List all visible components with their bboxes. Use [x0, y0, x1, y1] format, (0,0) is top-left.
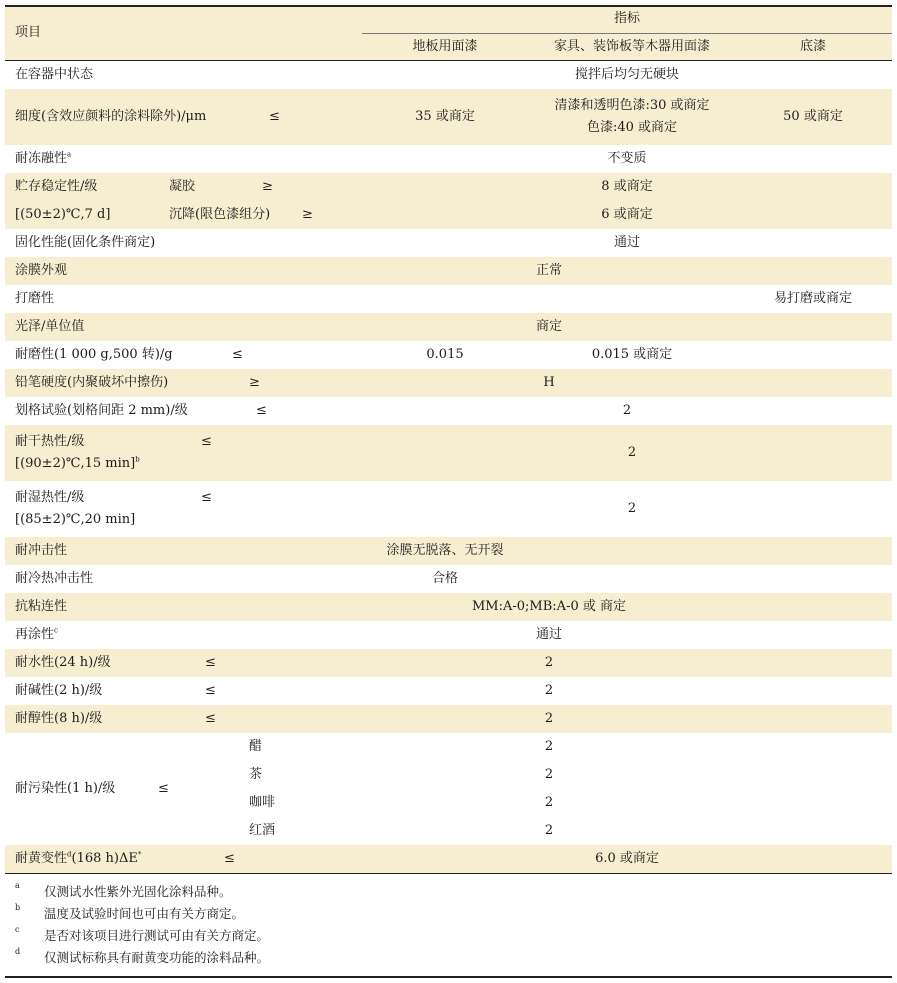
footnote-mark: a — [67, 150, 72, 159]
row-label-appearance: 涂膜外观 — [15, 263, 68, 278]
footnote-mark: d — [67, 850, 72, 859]
row-value-state: 搅拌后均匀无硬块 — [574, 67, 680, 82]
row-value-freeze: 不变质 — [607, 151, 647, 166]
row-label-storage-1: 贮存稳定性/级 — [15, 179, 98, 194]
row-op-yellowing: ≤ — [224, 851, 235, 866]
row-label-dryheat-1: 耐干热性/级 — [15, 434, 85, 449]
row-sublabel-stain-coffee: 咖啡 — [249, 795, 276, 810]
row-value-stain-tea: 2 — [544, 767, 554, 782]
row-value-dryheat: 2 — [627, 445, 637, 460]
row-value-alcohol: 2 — [544, 711, 554, 726]
row-value-settling: 6 或商定 — [601, 207, 653, 222]
row-op-pencil: ≥ — [249, 375, 260, 390]
row-label-pencil: 铅笔硬度(内聚破坏中擦伤) — [15, 375, 169, 390]
header-col-primer: 底漆 — [799, 39, 827, 54]
row-value-abrasion-furniture: 0.015 或商定 — [591, 347, 673, 362]
row-band — [5, 649, 892, 677]
row-label-wetheat-1: 耐湿热性/级 — [15, 490, 85, 505]
header-divider — [362, 33, 892, 34]
row-value-blocking: MM:A-0;MB:A-0 或 商定 — [472, 599, 626, 614]
row-label-recoat: 再涂性$^c$ — [15, 626, 58, 642]
row-band — [5, 593, 892, 621]
row-label-cure: 固化性能(固化条件商定) — [15, 235, 156, 250]
row-op-gel: ≥ — [262, 179, 273, 194]
row-label-freeze: 耐冻融性$^a$ — [15, 150, 72, 166]
row-sublabel-gel: 凝胶 — [169, 179, 196, 194]
row-value-fineness-furniture-2: 色漆:40 或商定 — [586, 120, 678, 135]
row-label-gloss: 光泽/单位值 — [15, 319, 85, 334]
footnote-text: 仅测试水性紫外光固化涂料品种。 — [44, 884, 232, 899]
top-rule — [5, 5, 892, 7]
row-value-gloss: 商定 — [535, 319, 563, 334]
row-label-alkali: 耐碱性(2 h)/级 — [15, 683, 103, 698]
row-op-stain: ≤ — [158, 781, 169, 796]
header-col-furniture: 家具、装饰板等木器用面漆 — [553, 39, 711, 54]
row-value-abrasion-floor: 0.015 — [426, 347, 464, 362]
row-value-gel: 8 或商定 — [601, 179, 653, 194]
row-value-stain-vinegar: 2 — [544, 739, 554, 754]
row-label-crosscut: 划格试验(划格间距 2 mm)/级 — [15, 403, 188, 418]
row-label-blocking: 抗粘连性 — [15, 599, 68, 614]
footnote-mark: b — [15, 903, 21, 912]
footnote-mark: a — [15, 881, 20, 890]
row-label-state: 在容器中状态 — [15, 67, 94, 82]
row-op-abrasion: ≤ — [232, 347, 243, 362]
footnote-mark: c — [15, 925, 20, 934]
footnote-mark: c — [54, 626, 58, 635]
row-op-water: ≤ — [205, 655, 216, 670]
footnote-text: 温度及试验时间也可由有关方商定。 — [44, 906, 245, 921]
row-label-thermal: 耐冷热冲击性 — [15, 571, 94, 586]
row-value-cure: 通过 — [613, 235, 641, 250]
header-bottom-rule — [5, 60, 892, 61]
row-band — [5, 705, 892, 733]
row-value-alkali: 2 — [544, 683, 554, 698]
row-op-dryheat: ≤ — [201, 434, 212, 449]
row-op-fineness: ≤ — [269, 109, 280, 124]
row-value-fineness-primer: 50 或商定 — [783, 109, 843, 124]
row-label-wetheat-2: [(85±2)℃,20 min] — [15, 512, 136, 527]
row-value-recoat: 通过 — [535, 627, 563, 642]
row-label-abrasion: 耐磨性(1 000 g,500 转)/g — [15, 347, 173, 362]
row-sublabel-settling: 沉降(限色漆组分) — [169, 207, 271, 222]
header-index: 指标 — [613, 11, 641, 26]
row-value-thermal: 合格 — [431, 571, 459, 586]
row-op-crosscut: ≤ — [256, 403, 267, 418]
row-label-impact: 耐冲击性 — [15, 543, 68, 558]
footnote-text: 仅测试标称具有耐黄变功能的涂料品种。 — [44, 950, 270, 965]
row-op-alkali: ≤ — [205, 683, 216, 698]
row-value-impact: 涂膜无脱落、无开裂 — [386, 543, 504, 558]
row-sublabel-stain-wine: 红酒 — [249, 823, 276, 838]
footnote-mark: d — [15, 947, 21, 956]
table-bottom-rule — [5, 873, 892, 874]
footnote-text: 是否对该项目进行测试可由有关方商定。 — [44, 928, 270, 943]
row-sublabel-stain-tea: 茶 — [249, 767, 263, 782]
row-op-alcohol: ≤ — [205, 711, 216, 726]
footnote-mark: b — [135, 455, 140, 464]
row-value-yellowing: 6.0 或商定 — [595, 851, 659, 866]
row-value-fineness-floor: 35 或商定 — [415, 109, 475, 124]
row-label-stain: 耐污染性(1 h)/级 — [15, 781, 116, 796]
footnote-mark: * — [137, 850, 142, 859]
header-col-floor: 地板用面漆 — [412, 39, 478, 54]
bottom-rule — [5, 976, 892, 978]
row-value-sanding: 易打磨或商定 — [773, 291, 853, 306]
row-value-pencil: H — [543, 375, 555, 390]
row-label-storage-2: [(50±2)℃,7 d] — [15, 207, 111, 222]
row-op-settling: ≥ — [302, 207, 313, 222]
row-label-sanding: 打磨性 — [15, 291, 55, 306]
row-op-wetheat: ≤ — [201, 490, 212, 505]
row-band — [5, 313, 892, 341]
header-item: 项目 — [15, 25, 42, 40]
row-value-stain-wine: 2 — [544, 823, 554, 838]
row-label-alcohol: 耐醇性(8 h)/级 — [15, 711, 103, 726]
row-value-stain-coffee: 2 — [544, 795, 554, 810]
row-label-fineness: 细度(含效应颜料的涂料除外)/μm — [15, 109, 207, 124]
row-sublabel-stain-vinegar: 醋 — [249, 739, 263, 754]
row-band — [5, 257, 892, 285]
row-label-water: 耐水性(24 h)/级 — [15, 655, 111, 670]
row-value-water: 2 — [544, 655, 554, 670]
row-band — [5, 173, 892, 229]
row-value-fineness-furniture-1: 清漆和透明色漆:30 或商定 — [554, 98, 710, 113]
row-value-crosscut: 2 — [622, 403, 632, 418]
row-label-yellowing: 耐黄变性$^d$(168 h)ΔE* — [15, 850, 142, 866]
row-value-appearance: 正常 — [535, 263, 563, 278]
row-value-wetheat: 2 — [627, 501, 637, 516]
row-label-dryheat-2: [(90±2)℃,15 min]$^b$ — [15, 455, 140, 471]
